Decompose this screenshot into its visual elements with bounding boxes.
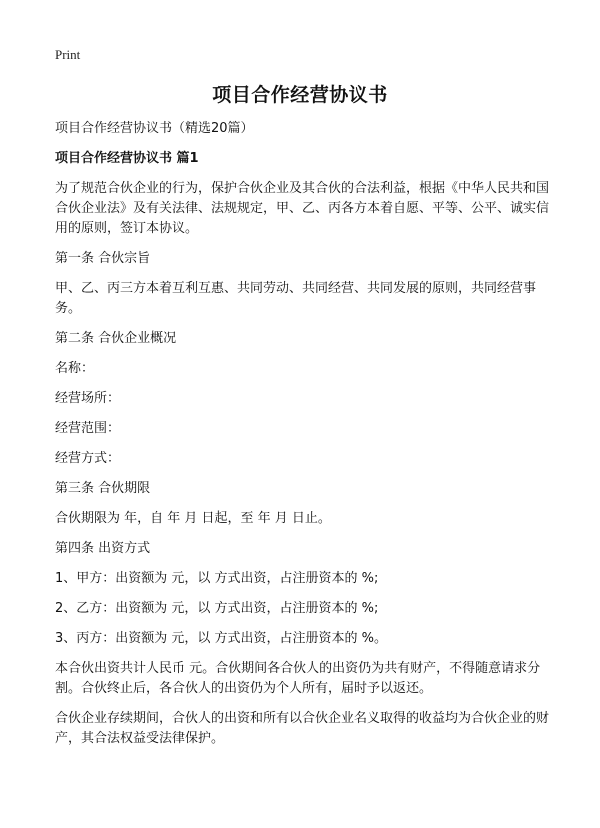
section-heading: 项目合作经营协议书 篇1: [55, 151, 199, 166]
article-1-text: 甲、乙、丙三方本着互利互惠、共同劳动、共同经营、共同发展的原则，共同经营事务。: [55, 281, 537, 316]
print-link[interactable]: Print: [55, 47, 81, 62]
contribution-2: 2、乙方：出资额为 元，以 方式出资，占注册资本的 %;: [55, 601, 379, 616]
document-subtitle: 项目合作经营协议书（精选20篇）: [55, 121, 254, 136]
document-title: 项目合作经营协议书: [212, 84, 388, 106]
article-1-title: 第一条 合伙宗旨: [55, 251, 151, 266]
field-place: 经营场所：: [55, 391, 121, 406]
contribution-1: 1、甲方：出资额为 元，以 方式出资，占注册资本的 %;: [55, 571, 379, 586]
intro-paragraph: 为了规范合伙企业的行为，保护合伙企业及其合伙的合法利益，根据《中华人民共和国合伙企业法》及有关法律、法规规定，甲、乙、丙各方本着自愿、平等、公平、诚实信用的原则，签订本协议。: [55, 181, 550, 236]
property-paragraph: 合伙企业存续期间，合伙人的出资和所有以合伙企业名义取得的收益均为合伙企业的财产，其合法权益受法律保护。: [55, 711, 550, 746]
article-2-title: 第二条 合伙企业概况: [55, 331, 177, 346]
field-scope: 经营范围：: [55, 421, 121, 436]
field-mode: 经营方式：: [55, 451, 121, 466]
field-name: 名称：: [55, 361, 95, 376]
document-body: [55, 119, 555, 759]
article-3-title: 第三条 合伙期限: [55, 481, 151, 496]
article-4-title: 第四条 出资方式: [55, 541, 151, 556]
contribution-3: 3、丙方：出资额为 元，以 方式出资，占注册资本的 %。: [55, 631, 388, 646]
capital-paragraph: 本合伙出资共计人民币 元。合伙期间各合伙人的出资仍为共有财产，不得随意请求分割。合伙终止后，各合伙人的出资仍为个人所有，届时予以返还。: [55, 661, 541, 696]
article-3-text: 合伙期限为 年，自 年 月 日起，至 年 月 日止。: [55, 511, 331, 526]
